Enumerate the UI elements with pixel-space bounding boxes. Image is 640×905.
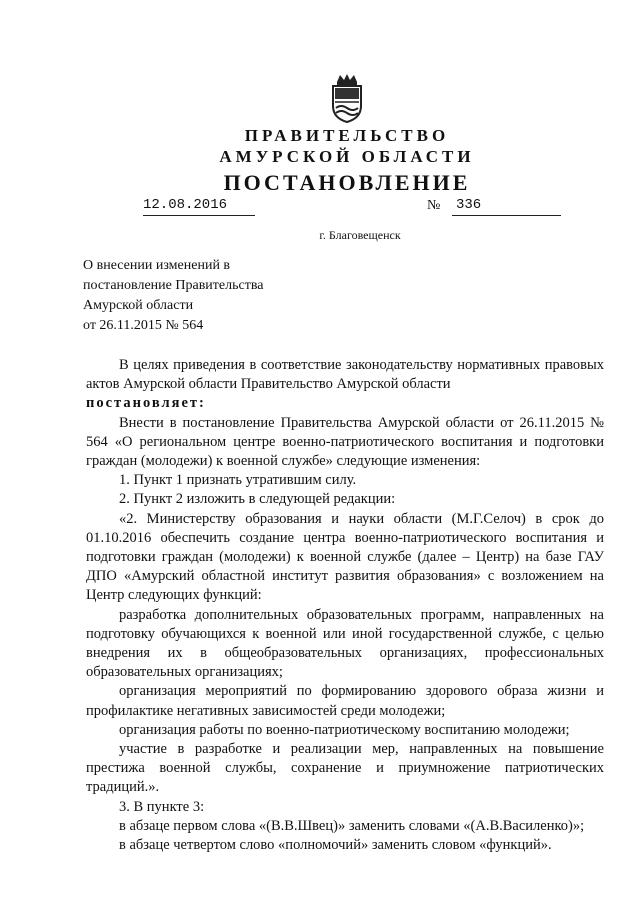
body-paragraph: 1. Пункт 1 признать утратившим силу. (119, 472, 357, 489)
document-date: 12.08.2016 (143, 197, 255, 216)
body-paragraph: организация мероприятий по формированию здорового образа жизни и профилактике негативных зависимостей среди молодежи; (86, 683, 604, 719)
body-paragraph: В целях приведения в соответствие законодательству нормативных правовых актов Амурской области Правительство Амурской области (86, 357, 604, 393)
number-sign: № (427, 198, 441, 213)
body-paragraph: участие в разработке и реализации мер, направленных на повышение престижа военной службы, сохранение и приумножение патриотических традиций.». (86, 741, 604, 796)
subject-line: О внесении изменений в (83, 258, 231, 273)
body-paragraph: организация работы по военно-патриотическому воспитанию молодежи; (119, 721, 570, 738)
subject-line: постановление Правительства (83, 278, 264, 293)
body-paragraph: разработка дополнительных образовательных программ, направленных на подготовку обучающихся к военной или иной государственной службе, с целью внедрения их в общеобразовательных организациях, профессиональных образовательных организациях; (86, 606, 604, 681)
body-paragraph: Внести в постановление Правительства Амурской области от 26.11.2015 № 564 «О региональном центре военно-патриотического воспитания и подготовки граждан (молодежи) к военной службе» следующие изменения: (86, 414, 604, 470)
subject-line: Амурской области (83, 298, 194, 313)
document-body (86, 356, 604, 855)
body-paragraph: в абзаце первом слова «(В.В.Швец)» заменить словами «(А.В.Василенко)»; (119, 817, 585, 834)
document-number: 336 (452, 197, 561, 216)
document-type: ПОСТАНОВЛЕНИЕ (223, 170, 471, 195)
subject-line: от 26.11.2015 № 564 (83, 318, 204, 333)
region-title: АМУРСКОЙ ОБЛАСТИ (219, 147, 475, 166)
city-name: г. Благовещенск (319, 228, 401, 242)
coat-of-arms-icon (327, 72, 367, 124)
body-paragraph: 2. Пункт 2 изложить в следующей редакции: (119, 491, 396, 508)
body-paragraph: 3. В пункте 3: (119, 798, 205, 815)
document-subject (83, 256, 343, 336)
resolves-word: постановляет: (86, 395, 206, 412)
body-paragraph: «2. Министерству образования и науки области (М.Г.Селоч) в срок до 01.10.2016 обеспечить создание центра военно-патриотического воспитания и подготовки граждан (молодежи) к военной службе (далее – Центр) на базе ГАУ ДПО «Амурский областной институт развития образования» с возложением на Центр следующих функций: (86, 510, 604, 604)
body-paragraph: в абзаце четвертом слово «полномочий» заменить словом «функций». (119, 837, 552, 854)
government-title: ПРАВИТЕЛЬСТВО (244, 126, 450, 145)
